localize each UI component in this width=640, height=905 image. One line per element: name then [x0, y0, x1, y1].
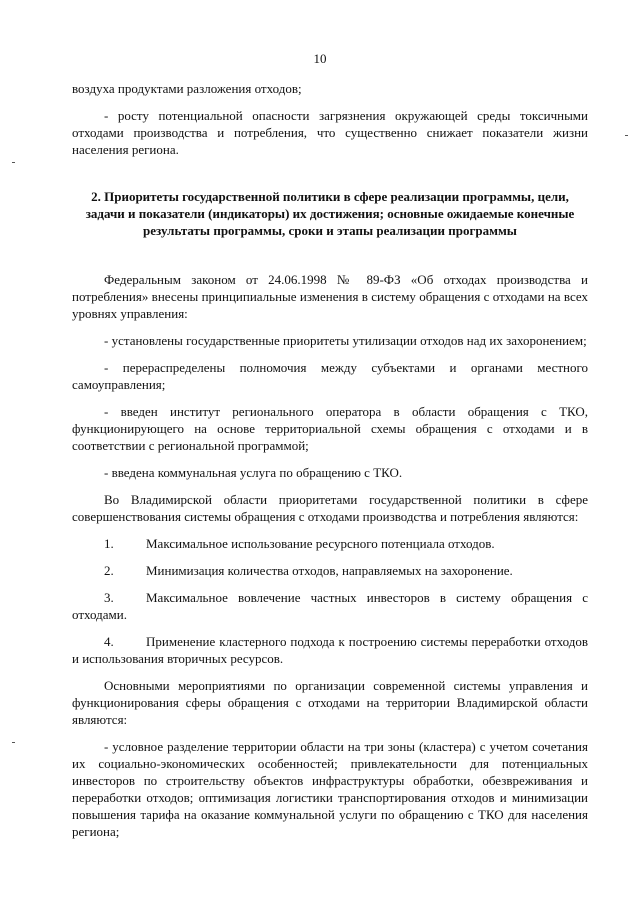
law-item: - введен институт регионального оператора в области обращения с ТКО, функционирующего на основе территориальной схемы обращения с отходами и в соответствии с региональной программой; — [72, 404, 588, 453]
section-heading: 2. Приоритеты государственной политики в сфере реализации программы, цели, задачи и показатели (индикаторы) их достижения; основные ожидаемые конечные результаты программы, сроки и этапы реализации программы — [85, 189, 575, 238]
document-body — [72, 80, 588, 850]
paragraph-continuation: воздуха продуктами разложения отходов; — [72, 81, 302, 96]
scan-speck — [12, 162, 15, 163]
paragraph-priorities-intro: Во Владимирской области приоритетами государственной политики в сфере совершенствования системы обращения с отходами производства и потребления являются: — [72, 492, 588, 524]
priority-text: Применение кластерного подхода к построению системы переработки отходов и использования вторичных ресурсов. — [72, 634, 588, 666]
priority-number: 3. — [104, 590, 114, 605]
scan-speck — [625, 135, 628, 136]
priority-item — [72, 535, 588, 552]
priority-number: 4. — [104, 634, 114, 649]
paragraph-federal-law: Федеральным законом от 24.06.1998 № 89-ФЗ «Об отходах производства и потребления» внесены принципиальные изменения в систему обращения с отходами на всех уровнях управления: — [72, 272, 588, 321]
priority-item — [72, 562, 588, 579]
priority-item — [72, 633, 588, 667]
scan-speck — [12, 742, 15, 743]
paragraph-measures-intro: Основными мероприятиями по организации современной системы управления и функционирования сферы обращения с отходами на территории Владимирской области являются: — [72, 678, 588, 727]
law-item: - введена коммунальная услуга по обращению с ТКО. — [104, 465, 403, 480]
page-number: 10 — [313, 51, 327, 66]
law-item: - перераспределены полномочия между субъектами и органами местного самоуправления; — [72, 360, 588, 392]
measures-item: - условное разделение территории области на три зоны (кластера) с учетом сочетания их социально-экономических особенностей; привлекательности для потенциальных инвесторов по строительству объектов инфраструктуры обработки, обезвреживания и переработки отходов; оптимизация логистики транспортирования отходов и минимизации повышения тарифа на оказание коммунальной услуги по обращению с ТКО для населения региона; — [72, 739, 588, 839]
priority-number: 2. — [104, 563, 114, 578]
priority-text: Максимальное вовлечение частных инвесторов в систему обращения с отходами. — [72, 590, 588, 622]
priority-text: Максимальное использование ресурсного потенциала отходов. — [146, 536, 495, 551]
priority-text: Минимизация количества отходов, направляемых на захоронение. — [146, 563, 513, 578]
paragraph-pollution-risk: - росту потенциальной опасности загрязнения окружающей среды токсичными отходами производства и потребления, что существенно снижает показатели жизни населения региона. — [72, 108, 588, 157]
priority-number: 1. — [104, 536, 114, 551]
priority-item — [72, 589, 588, 623]
law-item: - установлены государственные приоритеты утилизации отходов над их захоронением; — [104, 333, 587, 348]
